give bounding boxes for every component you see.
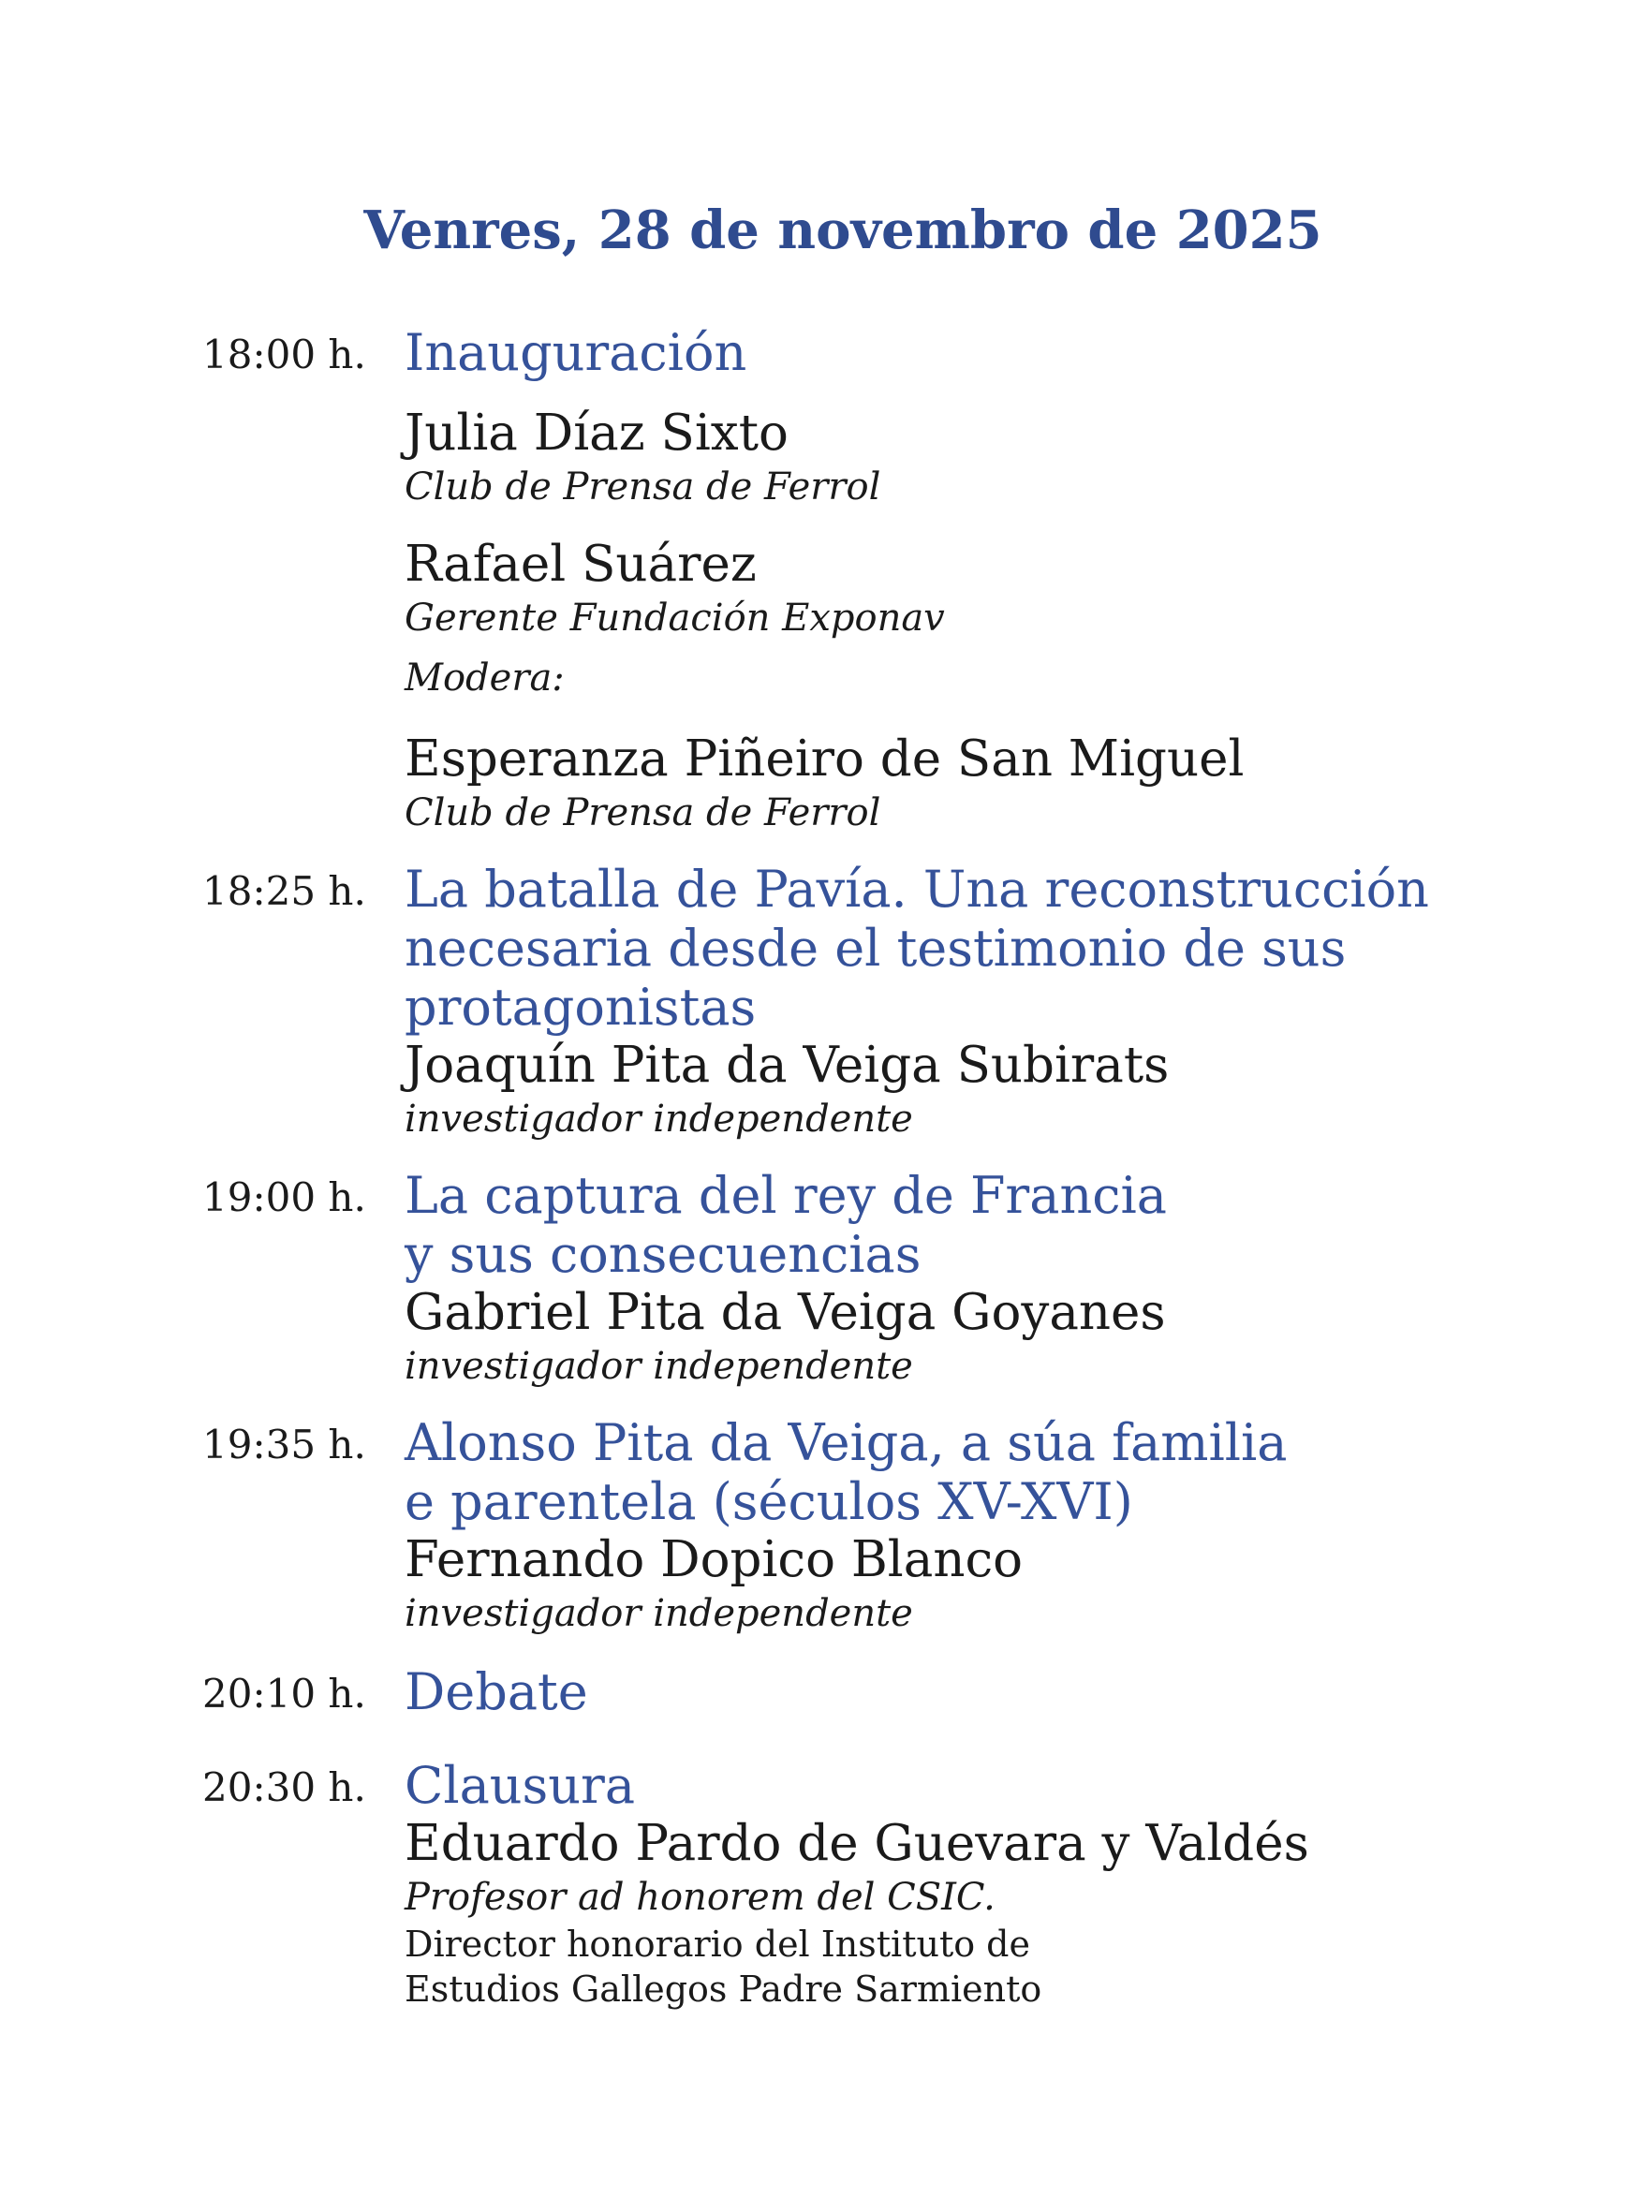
session-time: 18:25 h. [202, 868, 366, 914]
session-title: Clausura [405, 1756, 636, 1815]
session-time: 18:00 h. [202, 332, 366, 377]
moderator-name: Esperanza Piñeiro de San Miguel [405, 730, 1245, 788]
session-title: Inauguración [405, 323, 747, 382]
session-content [405, 1166, 1476, 1391]
program-schedule [202, 323, 1476, 2012]
session-captura [202, 1166, 1476, 1391]
speaker-name: Rafael Suárez [405, 536, 757, 593]
speaker-role: Club de Prensa de Ferrol [405, 465, 881, 509]
session-alonso [202, 1413, 1476, 1638]
session-inauguration [202, 323, 1476, 837]
speaker-role: investigador independente [405, 1592, 913, 1635]
session-time: 19:00 h. [202, 1174, 366, 1220]
session-title: La captura del rey de Francia y sus consecuencias [405, 1166, 1167, 1284]
speaker-note: Director honorario del Instituto de Estudios Gallegos Padre Sarmiento [405, 1924, 1042, 2010]
speaker-role: investigador independente [405, 1098, 913, 1141]
session-content [405, 1662, 1476, 1721]
session-content [405, 860, 1476, 1143]
session-title: Alonso Pita da Veiga, a súa familia e parentela (séculos XV-XVI) [405, 1413, 1288, 1531]
speaker-name: Julia Díaz Sixto [405, 405, 789, 462]
session-clausura [202, 1756, 1476, 2012]
speaker-name: Eduardo Pardo de Guevara y Valdés [405, 1815, 1309, 1872]
session-pavia [202, 860, 1476, 1143]
session-content [405, 323, 1476, 837]
session-title: La batalla de Pavía. Una reconstrucción necesaria desde el testimonio de sus protagonistas [405, 860, 1429, 1037]
speaker-role: Profesor ad honorem del CSIC. [405, 1876, 996, 1919]
session-debate [202, 1662, 1476, 1722]
speaker-name: Joaquín Pita da Veiga Subirats [405, 1037, 1170, 1094]
session-time: 20:10 h. [202, 1671, 366, 1717]
speaker-role: investigador independente [405, 1345, 913, 1388]
session-time: 19:35 h. [202, 1422, 366, 1467]
session-title: Debate [405, 1662, 588, 1721]
session-content [405, 1756, 1476, 2012]
session-content [405, 1413, 1476, 1638]
moderator-role: Club de Prensa de Ferrol [405, 791, 881, 834]
moderator-label: Modera: [405, 656, 565, 700]
speaker-name: Fernando Dopico Blanco [405, 1531, 1024, 1588]
speaker-name: Gabriel Pita da Veiga Goyanes [405, 1284, 1166, 1341]
speaker-role: Gerente Fundación Exponav [405, 597, 945, 640]
session-time: 20:30 h. [202, 1764, 366, 1810]
page-title: Venres, 28 de novembro de 2025 [363, 199, 1322, 261]
